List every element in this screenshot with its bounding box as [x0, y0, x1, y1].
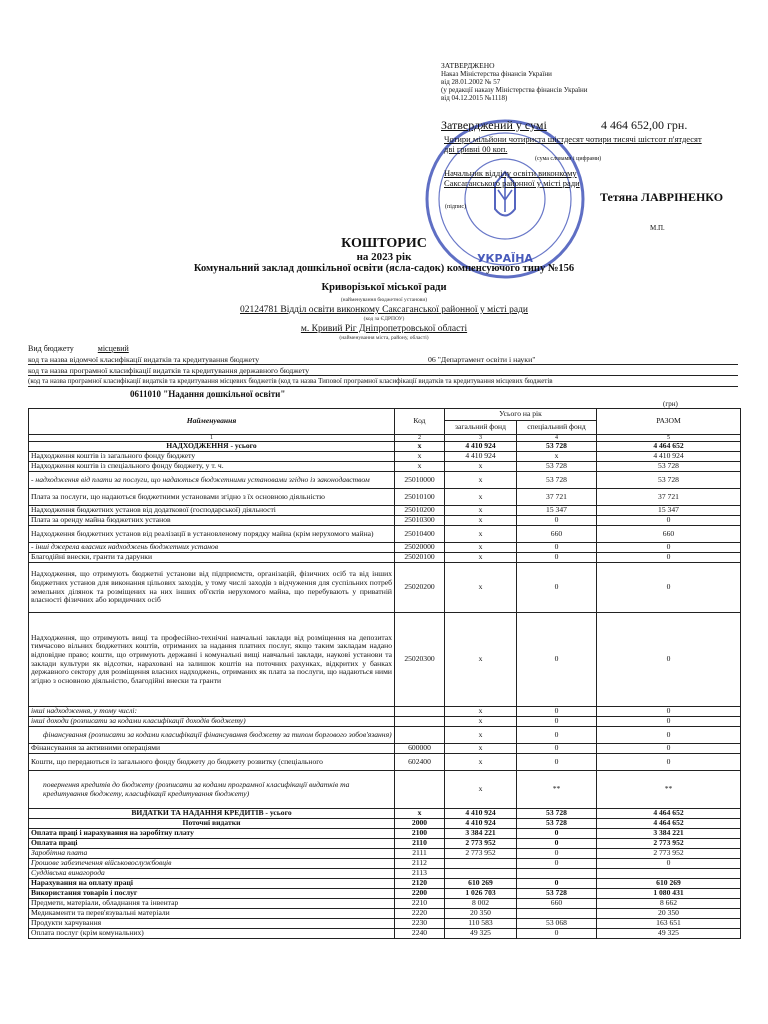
row-special: 0	[517, 727, 597, 744]
row-total: 53 728	[597, 462, 741, 472]
row-general: х	[445, 489, 517, 506]
sum-words-note: (сума словами і цифрами)	[535, 156, 602, 162]
row-total: 3 384 221	[597, 829, 741, 839]
row-special: 0	[517, 744, 597, 754]
row-special: 0	[517, 613, 597, 707]
table-row	[29, 472, 741, 489]
row-name: повернення кредитів до бюджету (розписати за кодами програмної класифікації видатків та кредитування бюджету, класифікації кредитування бюджету)	[29, 771, 395, 809]
table-row	[29, 506, 741, 516]
row-code: 25020000	[395, 543, 445, 553]
row-total: 0	[597, 744, 741, 754]
row-general: 20 350	[445, 909, 517, 919]
row-code: 2200	[395, 889, 445, 899]
row-code: 2120	[395, 879, 445, 889]
row-name: Надходження, що отримують бюджетні установи від підприємств, організацій, фізичних осіб та від інших бюджетних установ для виконання цільових заходів, у тому числі заходів з відчуження для суспільних потреб земельних ділянок та розміщених на них інших об'єктів нерухомого майна, що перебувають у приватній власності фізичних або юридичних осіб	[29, 563, 395, 613]
row-special: 53 728	[517, 472, 597, 489]
table-row	[29, 462, 741, 472]
row-special: 0	[517, 754, 597, 771]
row-general: х	[445, 707, 517, 717]
table-row	[29, 613, 741, 707]
approval-edition-date: від 04.12.2015 №1118)	[441, 94, 508, 102]
table-row	[29, 727, 741, 744]
col-name-header: Найменування	[29, 409, 395, 435]
row-general: 4 410 924	[445, 442, 517, 452]
row-code: х	[395, 809, 445, 819]
row-general: 3 384 221	[445, 829, 517, 839]
row-total	[597, 869, 741, 879]
row-general: х	[445, 553, 517, 563]
unit-label: (грн)	[663, 400, 678, 408]
row-total: 0	[597, 859, 741, 869]
row-total: 0	[597, 707, 741, 717]
row-total: 4 464 652	[597, 442, 741, 452]
row-special: 0	[517, 829, 597, 839]
row-code: 2112	[395, 859, 445, 869]
row-name: Оплата праці і нарахування на заробітну плату	[29, 829, 395, 839]
row-code: 25020200	[395, 563, 445, 613]
row-total: 1 080 431	[597, 889, 741, 899]
row-special	[517, 909, 597, 919]
table-row	[29, 516, 741, 526]
row-special: 53 728	[517, 889, 597, 899]
row-code: 2111	[395, 849, 445, 859]
row-name: фінансування (розписати за кодами класифікації фінансування бюджету за типом боргового зобов'язання)	[29, 727, 395, 744]
row-general: 2 773 952	[445, 839, 517, 849]
budget-table	[28, 408, 741, 939]
sum-value: 4 464 652,00 грн.	[601, 118, 688, 132]
table-row	[29, 809, 741, 819]
row-special: 0	[517, 707, 597, 717]
row-code: 25010200	[395, 506, 445, 516]
row-name: Плата за оренду майна бюджетних установ	[29, 516, 395, 526]
dept-class-value: 06 "Департамент освіти і науки"	[428, 355, 536, 364]
row-name: Надходження коштів із спеціального фонду бюджету, у т. ч.	[29, 462, 395, 472]
row-special: 53 728	[517, 819, 597, 829]
approval-order: Наказ Міністерства фінансів України	[441, 70, 552, 78]
row-name: - надходження від плати за послуги, що надаються бюджетними установами згідно із законодавством	[29, 472, 395, 489]
local-program-line: (код та назва програмної класифікації видатків та кредитування місцевих бюджетів (код та назва Типової програмної класифікації видатків та кредитування місцевих бюджетів	[28, 377, 738, 387]
table-row	[29, 849, 741, 859]
seal-place: М.П.	[650, 224, 665, 232]
row-total: 4 464 652	[597, 809, 741, 819]
row-name: Надходження бюджетних установ від реалізації в установленому порядку майна (крім нерухомого майна)	[29, 526, 395, 543]
row-special: 53 728	[517, 809, 597, 819]
column-number-row	[29, 435, 741, 442]
row-general: 1 026 703	[445, 889, 517, 899]
table-row	[29, 869, 741, 879]
approval-edition: (у редакції наказу Міністерства фінансів України	[441, 86, 588, 94]
row-code	[395, 727, 445, 744]
row-code: 602400	[395, 754, 445, 771]
row-name: Заробітна плата	[29, 849, 395, 859]
row-total: 610 269	[597, 879, 741, 889]
budget-type-label: Вид бюджету	[28, 344, 74, 353]
doc-year: на 2023 рік	[356, 251, 412, 263]
row-total: 0	[597, 613, 741, 707]
table-row	[29, 829, 741, 839]
col-num: 4	[517, 435, 597, 442]
col-special-header: спеціальний фонд	[517, 421, 597, 435]
table-row	[29, 563, 741, 613]
row-general: х	[445, 717, 517, 727]
col-code-header: Код	[395, 409, 445, 435]
table-row	[29, 744, 741, 754]
row-total: 0	[597, 553, 741, 563]
row-total: 15 347	[597, 506, 741, 516]
row-total: 2 773 952	[597, 839, 741, 849]
row-special: 0	[517, 849, 597, 859]
row-name: Оплата послуг (крім комунальних)	[29, 929, 395, 939]
row-name: Кошти, що передаються із загального фонду бюджету до бюджету розвитку (спеціального	[29, 754, 395, 771]
row-name: Продукти харчування	[29, 919, 395, 929]
row-name: Поточні видатки	[29, 819, 395, 829]
row-general: х	[445, 472, 517, 489]
row-name: інші надходження, у тому числі:	[29, 707, 395, 717]
row-name: - інші джерела власних надходжень бюджетних установ	[29, 543, 395, 553]
row-special: 660	[517, 899, 597, 909]
row-name: Використання товарів і послуг	[29, 889, 395, 899]
row-special: х	[517, 452, 597, 462]
row-code: 2230	[395, 919, 445, 929]
row-code: 600000	[395, 744, 445, 754]
row-special: 0	[517, 929, 597, 939]
doc-title: КОШТОРИС	[341, 236, 427, 251]
row-special: 53 728	[517, 462, 597, 472]
row-special: 0	[517, 839, 597, 849]
row-general	[445, 859, 517, 869]
row-name: Оплата праці	[29, 839, 395, 849]
row-general: 4 410 924	[445, 809, 517, 819]
table-row	[29, 879, 741, 889]
row-name: Грошове забезпечення військовослужбовців	[29, 859, 395, 869]
row-special: 37 721	[517, 489, 597, 506]
row-code: 25010300	[395, 516, 445, 526]
row-code: 25020100	[395, 553, 445, 563]
row-special: 53 068	[517, 919, 597, 929]
state-program-line: код та назва програмної класифікації видатків та кредитування державного бюджету	[28, 366, 738, 376]
row-special: 15 347	[517, 506, 597, 516]
sum-words: Чотири мільйони чотириста шістдесят чотири тисячі шістсот п'ятдесят дві гривні 00 коп.	[444, 134, 702, 154]
place-line: м. Кривий Ріг Дніпропетровської області	[300, 324, 468, 334]
row-general: х	[445, 744, 517, 754]
col-general-header: загальний фонд	[445, 421, 517, 435]
program-code: 0611010 "Надання дошкільної освіти"	[130, 389, 286, 399]
city-council: Криворізької міської ради	[321, 282, 447, 293]
table-row	[29, 909, 741, 919]
edrpou-line: 02124781 Відділ освіти виконкому Саксаганської районної у місті ради	[240, 305, 528, 315]
row-name: Надходження коштів із загального фонду бюджету	[29, 452, 395, 462]
row-general: х	[445, 516, 517, 526]
table-row	[29, 899, 741, 909]
row-special: 0	[517, 543, 597, 553]
row-name: Суддівська винагорода	[29, 869, 395, 879]
row-general: 4 410 924	[445, 819, 517, 829]
budget-type	[28, 344, 129, 353]
row-name: НАДХОДЖЕННЯ - усього	[29, 442, 395, 452]
row-code: 25010000	[395, 472, 445, 489]
row-code: 2110	[395, 839, 445, 849]
table-row	[29, 442, 741, 452]
row-special: 0	[517, 516, 597, 526]
table-row	[29, 754, 741, 771]
row-code	[395, 717, 445, 727]
row-name: Предмети, матеріали, обладнання та інвентар	[29, 899, 395, 909]
table-row	[29, 859, 741, 869]
row-special: 0	[517, 879, 597, 889]
col-num: 3	[445, 435, 517, 442]
row-total: 0	[597, 754, 741, 771]
signatory-name: Тетяна ЛАВРІНЕНКО	[600, 190, 724, 204]
row-special: 0	[517, 553, 597, 563]
approval-block	[441, 62, 641, 102]
row-code: х	[395, 452, 445, 462]
approval-order-date: від 28.01.2002 № 57	[441, 78, 501, 86]
row-total: 0	[597, 516, 741, 526]
row-name: інші доходи (розписати за кодами класифікації доходів бюджету)	[29, 717, 395, 727]
row-general: 8 002	[445, 899, 517, 909]
row-general: 4 410 924	[445, 452, 517, 462]
row-name: Нарахування на оплату праці	[29, 879, 395, 889]
dept-classification	[28, 355, 738, 365]
table-row	[29, 839, 741, 849]
table-row	[29, 553, 741, 563]
col-num: 2	[395, 435, 445, 442]
row-code: х	[395, 462, 445, 472]
row-name: Плата за послуги, що надаються бюджетними установами згідно з їх основною діяльністю	[29, 489, 395, 506]
row-special	[517, 869, 597, 879]
table-row	[29, 919, 741, 929]
sum-label: Затверджений у сумі	[441, 118, 547, 132]
row-code: 2100	[395, 829, 445, 839]
budget-type-value: місцевий	[97, 344, 129, 353]
row-general: х	[445, 543, 517, 553]
row-total: 2 773 952	[597, 849, 741, 859]
stamp-text: УКРАЇНА	[477, 252, 533, 265]
table-row	[29, 771, 741, 809]
row-total: 0	[597, 563, 741, 613]
row-general: х	[445, 563, 517, 613]
row-total: 163 651	[597, 919, 741, 929]
row-total: 37 721	[597, 489, 741, 506]
row-general: 49 325	[445, 929, 517, 939]
table-row	[29, 707, 741, 717]
row-total: **	[597, 771, 741, 809]
edrpou-note: (код за ЄДРПОУ)	[363, 316, 405, 322]
col-total-header: РАЗОМ	[597, 409, 741, 435]
row-general: х	[445, 754, 517, 771]
row-code: 25010400	[395, 526, 445, 543]
row-general: 610 269	[445, 879, 517, 889]
row-total: 8 662	[597, 899, 741, 909]
table-row	[29, 489, 741, 506]
row-total: 4 464 652	[597, 819, 741, 829]
row-code	[395, 707, 445, 717]
row-general: х	[445, 526, 517, 543]
row-name: ВИДАТКИ ТА НАДАННЯ КРЕДИТІВ - усього	[29, 809, 395, 819]
table-row	[29, 929, 741, 939]
row-total: 0	[597, 727, 741, 744]
table-row	[29, 526, 741, 543]
signature-note: (підпис)	[445, 204, 467, 210]
row-total: 660	[597, 526, 741, 543]
table-row	[29, 452, 741, 462]
row-total: 53 728	[597, 472, 741, 489]
table-row	[29, 889, 741, 899]
row-special: 0	[517, 717, 597, 727]
row-special: **	[517, 771, 597, 809]
row-code: 2000	[395, 819, 445, 829]
col-num: 5	[597, 435, 741, 442]
row-name: Надходження бюджетних установ від додаткової (господарської) діяльності	[29, 506, 395, 516]
row-general: х	[445, 613, 517, 707]
institution-name: Комунальний заклад дошкільної освіти (ясла-садок) компенсуючого типу №156	[193, 263, 575, 274]
col-year-header: Усього на рік	[445, 409, 597, 421]
place-note: (найменування міста, району, області)	[339, 335, 429, 341]
row-name: Благодійні внески, гранти та дарунки	[29, 553, 395, 563]
row-total: 4 410 924	[597, 452, 741, 462]
table-row	[29, 819, 741, 829]
col-num: 1	[29, 435, 395, 442]
row-general: х	[445, 506, 517, 516]
row-code: 2113	[395, 869, 445, 879]
dept-class-label: код та назва відомчої класифікації видатків та кредитування бюджету	[28, 355, 260, 364]
row-code: х	[395, 442, 445, 452]
row-general: 2 773 952	[445, 849, 517, 859]
row-special: 660	[517, 526, 597, 543]
table-row	[29, 717, 741, 727]
row-special: 0	[517, 563, 597, 613]
row-general	[445, 869, 517, 879]
institution-note: (найменування бюджетної установи)	[340, 297, 428, 303]
chief-position: Начальник відділу освіти виконкому Саксаганського районної у місті ради	[444, 168, 580, 188]
approved-sum	[441, 118, 711, 133]
row-code: 2220	[395, 909, 445, 919]
row-code: 2240	[395, 929, 445, 939]
table-row	[29, 543, 741, 553]
row-general: 110 583	[445, 919, 517, 929]
row-special: 53 728	[517, 442, 597, 452]
row-total: 0	[597, 717, 741, 727]
row-general: х	[445, 462, 517, 472]
row-special: 0	[517, 859, 597, 869]
row-code: 25010100	[395, 489, 445, 506]
row-code: 25020300	[395, 613, 445, 707]
row-code: 2210	[395, 899, 445, 909]
row-total: 20 350	[597, 909, 741, 919]
row-name: Надходження, що отримують вищі та професійно-технічні навчальні заклади від розміщення на депозитах тимчасово вільних бюджетних коштів, отриманих за надання платних послуг, якщо таким закладам надано відповідне право; кошти, що отримують державні і комунальні вищі навчальні заклади, наукові установи та заклади культури як відсотки, нараховані на залишок коштів на поточних рахунках, відкритих у банках державного сектору для розміщення власних надходжень, отриманих як плата за послуги, що надаються ними згідно з основною діяльністю, благодійні внески та гранти	[29, 613, 395, 707]
row-total: 0	[597, 543, 741, 553]
row-general: х	[445, 727, 517, 744]
row-name: Фінансування за активними операціями	[29, 744, 395, 754]
row-code	[395, 771, 445, 809]
approval-title: ЗАТВЕРДЖЕНО	[441, 61, 495, 70]
row-total: 49 325	[597, 929, 741, 939]
row-general: х	[445, 771, 517, 809]
row-name: Медикаменти та перев'язувальні матеріали	[29, 909, 395, 919]
